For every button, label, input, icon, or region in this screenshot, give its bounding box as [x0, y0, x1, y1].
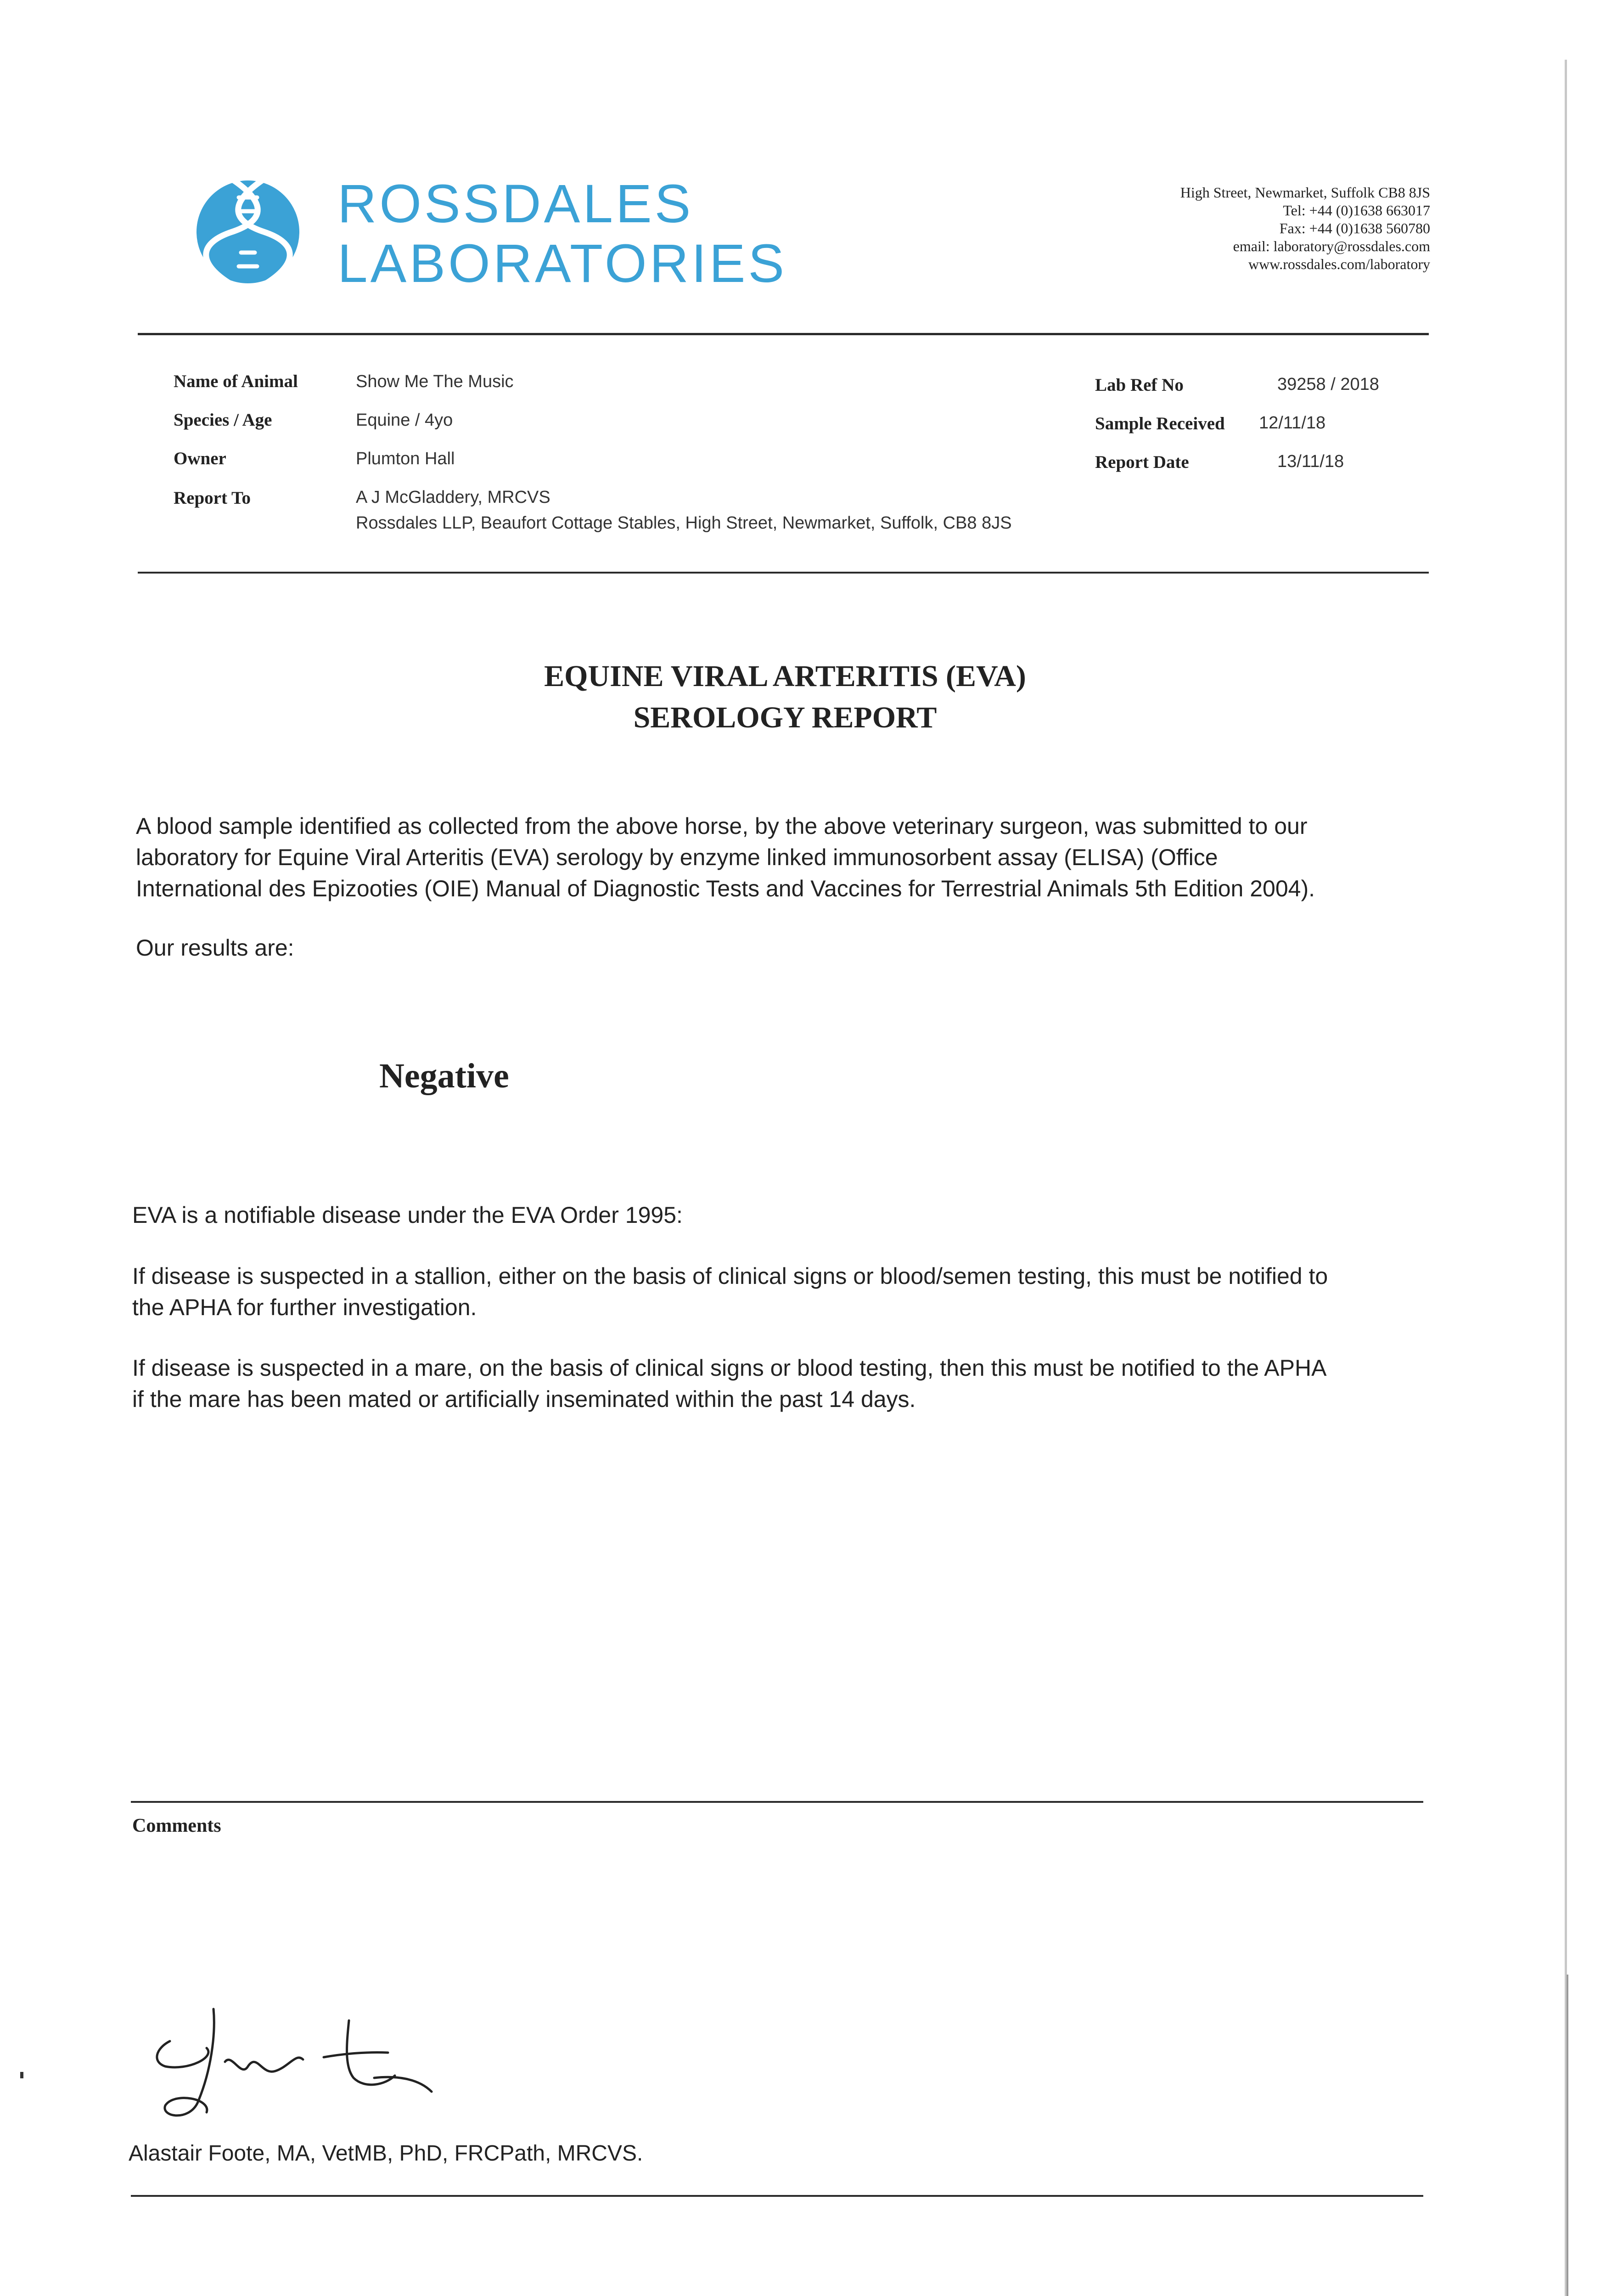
comments-divider: [131, 1801, 1423, 1803]
address-website: www.rossdales.com/laboratory: [1248, 256, 1430, 272]
notifiable-statement: EVA is a notifiable disease under the EVA Order 1995:: [132, 1202, 683, 1228]
brand-name-line1: ROSSDALES: [337, 174, 694, 234]
header-divider: [138, 333, 1429, 335]
report-title: EQUINE VIRAL ARTERITIS (EVA): [544, 659, 1026, 693]
sample-received-value: 12/11/18: [1259, 413, 1326, 433]
address-email: email: laboratory@rossdales.com: [1233, 238, 1430, 254]
scan-edge-line-dark: [1567, 1975, 1568, 2296]
handwritten-signature: [138, 1998, 496, 2131]
address-street: High Street, Newmarket, Suffolk CB8 8JS: [1180, 184, 1430, 201]
mare-line: If disease is suspected in a mare, on the basis of clinical signs or blood testing, then this must be notified to the APHA: [132, 1355, 1327, 1381]
species-age-label: Species / Age: [174, 410, 272, 430]
sample-received-label: Sample Received: [1095, 414, 1225, 433]
details-divider: [138, 572, 1429, 574]
brand-name-line2: LABORATORIES: [337, 233, 787, 294]
lab-address-block: [1180, 184, 1430, 273]
name-of-animal-label: Name of Animal: [174, 371, 298, 391]
intro-paragraph: [136, 810, 1513, 904]
address-fax: Fax: +44 (0)1638 560780: [1279, 220, 1430, 236]
stallion-paragraph: [132, 1261, 1510, 1323]
stallion-line: If disease is suspected in a stallion, either on the basis of clinical signs or blood/semen testing, this must be notified to: [132, 1263, 1328, 1289]
mare-line: if the mare has been mated or artificially inseminated within the past 14 days.: [132, 1386, 916, 1412]
name-of-animal-value: Show Me The Music: [356, 372, 514, 391]
species-age-value: Equine / 4yo: [356, 411, 453, 430]
intro-line: laboratory for Equine Viral Arteritis (EVA) serology by enzyme linked immunosorbent assay (ELISA) (Office: [136, 844, 1218, 870]
results-intro: Our results are:: [136, 935, 294, 961]
footer-divider: [131, 2195, 1423, 2197]
intro-line: A blood sample identified as collected from the above horse, by the above veterinary surgeon, was submitted to our: [136, 813, 1308, 839]
report-to-name: A J McGladdery, MRCVS: [356, 488, 550, 507]
lab-ref-label: Lab Ref No: [1095, 375, 1184, 395]
scan-speck: [20, 2072, 23, 2078]
report-date-value: 13/11/18: [1277, 452, 1344, 471]
comments-label: Comments: [132, 1815, 221, 1836]
report-date-label: Report Date: [1095, 452, 1189, 472]
intro-line: International des Epizooties (OIE) Manual of Diagnostic Tests and Vaccines for Terrestrial Animals 5th Edition 2004).: [136, 876, 1315, 901]
report-to-label: Report To: [174, 488, 251, 508]
signatory-name: Alastair Foote, MA, VetMB, PhD, FRCPath, MRCVS.: [129, 2141, 643, 2166]
owner-value: Plumton Hall: [356, 449, 455, 468]
report-subtitle: SEROLOGY REPORT: [633, 701, 937, 734]
dna-helix-icon: [195, 170, 301, 294]
stallion-line: the APHA for further investigation.: [132, 1294, 477, 1320]
owner-label: Owner: [174, 449, 226, 468]
lab-ref-value: 39258 / 2018: [1277, 375, 1379, 394]
scan-edge-line: [1565, 60, 1567, 2296]
address-tel: Tel: +44 (0)1638 663017: [1283, 202, 1430, 219]
report-to-address: Rossdales LLP, Beaufort Cottage Stables, High Street, Newmarket, Suffolk, CB8 8JS: [356, 513, 1012, 533]
mare-paragraph: [132, 1352, 1510, 1415]
test-result: Negative: [379, 1057, 509, 1095]
